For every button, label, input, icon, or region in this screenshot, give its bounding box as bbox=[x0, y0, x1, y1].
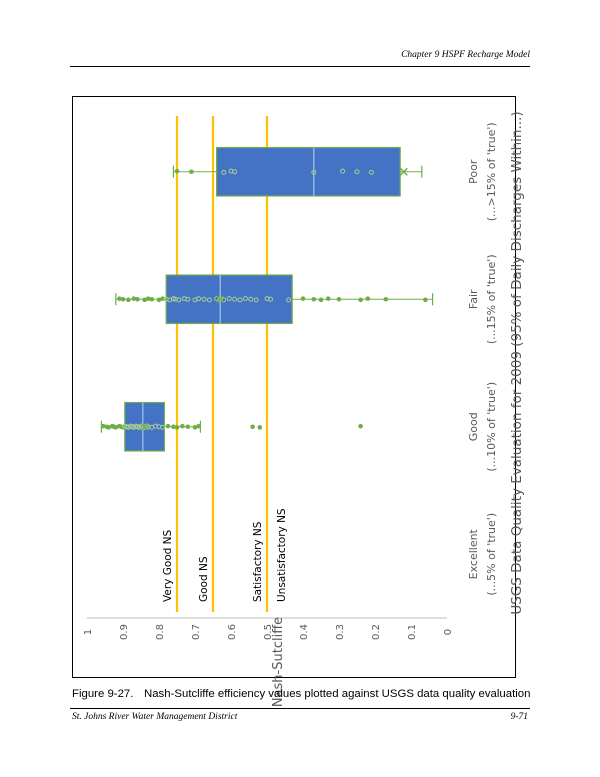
data-point bbox=[366, 297, 370, 301]
data-point bbox=[190, 170, 194, 174]
figure-caption bbox=[72, 688, 532, 700]
ytick-label: 0 bbox=[443, 628, 454, 636]
data-point bbox=[175, 426, 179, 430]
data-point bbox=[384, 297, 388, 301]
data-point bbox=[136, 297, 140, 301]
category-detail-label: (...5% of 'true') bbox=[485, 512, 498, 596]
data-point bbox=[424, 298, 428, 302]
category-detail-label: (...15% of 'true') bbox=[485, 254, 498, 345]
data-point bbox=[127, 298, 131, 302]
data-point bbox=[150, 297, 154, 301]
data-point bbox=[326, 297, 330, 301]
category-label: Excellent bbox=[467, 529, 480, 580]
footer-rule bbox=[70, 708, 530, 709]
data-point bbox=[143, 298, 147, 302]
data-point bbox=[319, 298, 323, 302]
data-point bbox=[118, 297, 122, 301]
data-point bbox=[197, 424, 201, 428]
threshold-label: Satisfactory NS bbox=[252, 521, 264, 602]
data-point bbox=[251, 425, 255, 429]
caption-number: Figure 9-27. bbox=[72, 688, 134, 700]
ytick-label: 0.2 bbox=[371, 624, 382, 640]
data-point bbox=[193, 426, 197, 430]
data-point bbox=[312, 297, 316, 301]
data-point bbox=[146, 297, 150, 301]
box-iqr bbox=[217, 148, 401, 196]
caption-text: Nash-Sutcliffe efficiency values plotted against USGS data quality evaluation bbox=[144, 688, 531, 700]
data-point bbox=[114, 426, 118, 430]
threshold-label: Unsatisfactory NS bbox=[276, 508, 288, 602]
category-label: Good bbox=[467, 412, 480, 442]
box-iqr bbox=[166, 275, 292, 323]
data-point bbox=[337, 297, 341, 301]
category-label: Fair bbox=[467, 289, 480, 310]
data-point bbox=[175, 169, 179, 173]
header-rule bbox=[70, 66, 530, 67]
data-point bbox=[132, 297, 136, 301]
data-point bbox=[301, 297, 305, 301]
footer-page-number: 9-71 bbox=[510, 712, 528, 722]
data-point bbox=[258, 426, 262, 430]
threshold-label: Good NS bbox=[198, 556, 210, 602]
data-point bbox=[166, 424, 170, 428]
ytick-label: 1 bbox=[83, 628, 94, 636]
category-detail-label: (...10% of 'true') bbox=[485, 381, 498, 472]
ytick-label: 0.6 bbox=[227, 624, 238, 640]
ytick-label: 0.3 bbox=[335, 624, 346, 640]
ytick-label: 0.7 bbox=[191, 624, 202, 640]
data-point bbox=[107, 426, 111, 430]
category-detail-label: (...>15% of 'true') bbox=[485, 122, 498, 222]
ytick-label: 0.1 bbox=[407, 624, 418, 640]
category-label: Poor bbox=[467, 159, 480, 184]
data-point bbox=[181, 424, 185, 428]
ytick-label: 0.8 bbox=[155, 624, 166, 640]
data-point bbox=[157, 298, 161, 302]
footer-organization: St. Johns River Water Management District bbox=[72, 712, 238, 722]
data-point bbox=[359, 298, 363, 302]
data-point bbox=[186, 425, 190, 429]
data-point bbox=[101, 424, 105, 428]
ytick-label: 0.5 bbox=[263, 624, 274, 640]
ytick-label: 0.9 bbox=[119, 624, 130, 640]
ytick-label: 0.4 bbox=[299, 624, 310, 640]
data-point bbox=[172, 425, 176, 429]
x-axis-title: USGS Data Quality Evaluation for 2009 (95% of Daily Discharges Within...) bbox=[509, 111, 525, 615]
chapter-header: Chapter 9 HSPF Recharge Model bbox=[401, 50, 530, 60]
data-point bbox=[121, 297, 125, 301]
threshold-label: Very Good NS bbox=[162, 529, 174, 602]
data-point bbox=[359, 424, 363, 428]
y-axis-title: Nash-Sutcliffe bbox=[271, 616, 286, 708]
